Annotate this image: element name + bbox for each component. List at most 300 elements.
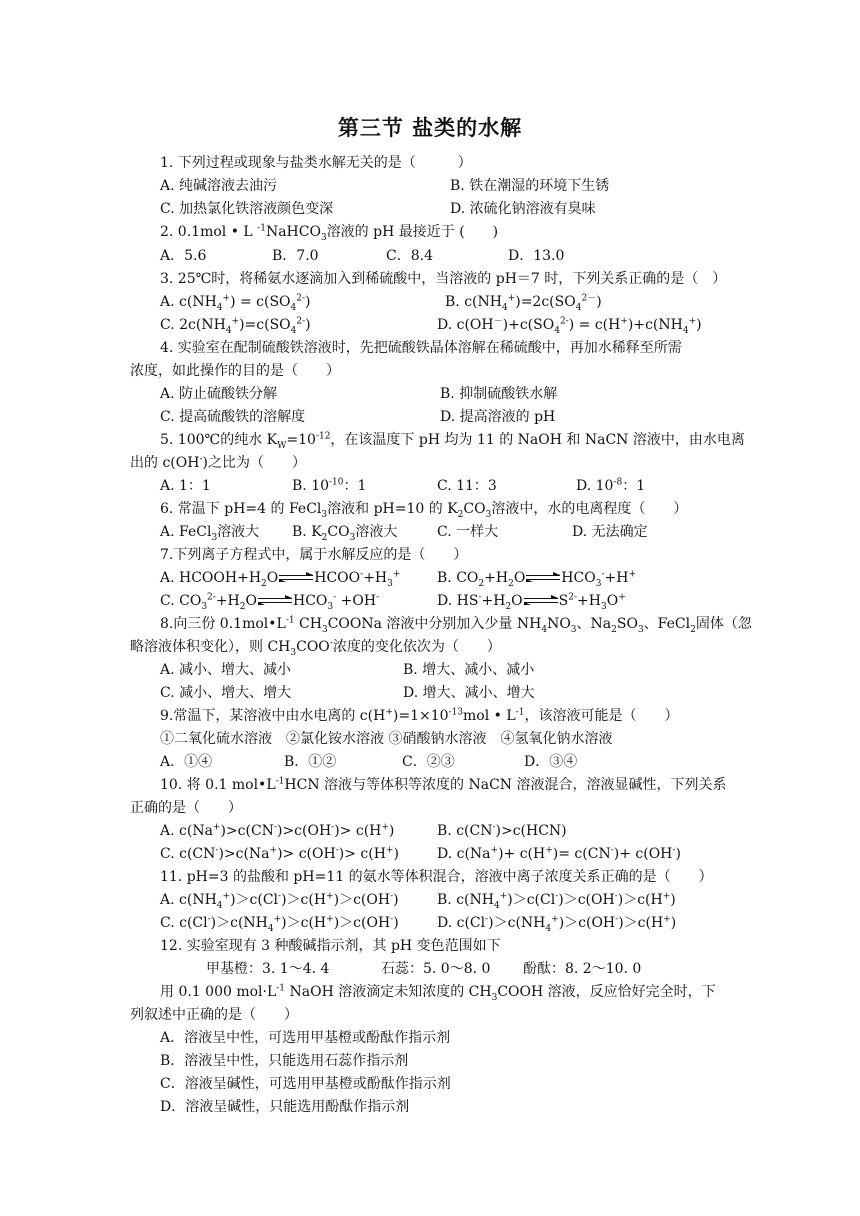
text-run: +H: [363, 570, 388, 586]
text-line: [437, 316, 702, 334]
text-run: =10: [286, 432, 316, 448]
text-line: [437, 569, 636, 587]
superscript: -: [360, 569, 364, 580]
text-line: [292, 523, 397, 541]
text-line: [386, 247, 433, 265]
text-line: [160, 569, 400, 587]
text-line: [160, 983, 716, 1001]
text-run: )>c(CN: [220, 823, 274, 839]
subscript: 4: [216, 900, 223, 911]
text-run: B．7.0: [272, 248, 319, 264]
text-line: [160, 1075, 451, 1093]
superscript: +: [222, 891, 231, 902]
text-line: [445, 293, 602, 311]
text-line: [160, 661, 291, 679]
text-line: [440, 408, 555, 426]
text-line: [160, 316, 311, 334]
text-run: D. 浓硫化钠溶液有臭味: [450, 201, 596, 217]
text-run: D. HS: [437, 593, 479, 609]
text-run: 8.向三份 0.1mol•L: [160, 616, 286, 632]
subscript: 3: [321, 624, 328, 635]
text-run: A. c(Na: [160, 823, 213, 839]
text-run: )＞c(NH: [488, 915, 546, 931]
subscript: 2: [690, 624, 696, 635]
text-run: CH: [294, 616, 322, 632]
text-line: [160, 200, 333, 218]
text-line: [284, 753, 336, 771]
text-run: A. c(NH: [160, 892, 217, 908]
text-run: 2. 0.1mol • L: [160, 224, 258, 240]
text-run: 4. 实验室在配制硫酸铁溶液时，先把硫酸铁晶体溶解在稀硫酸中，再加水稀释至所需: [160, 340, 682, 356]
text-line: [160, 822, 394, 840]
superscript: -1: [515, 707, 525, 718]
page-title: 第三节 盐类的水解: [337, 116, 523, 140]
text-line: [437, 822, 567, 840]
superscript: +: [628, 569, 636, 580]
superscript: -: [278, 891, 282, 902]
subscript: 3: [201, 601, 208, 612]
equilibrium-arrow-icon: [279, 573, 313, 583]
text-run: CO: [327, 524, 350, 540]
superscript: -: [331, 822, 335, 833]
text-run: A. HCOOH+H: [160, 570, 262, 586]
text-run: COO: [296, 639, 330, 655]
text-line: [160, 684, 291, 702]
text-run: )+ c(OH: [613, 846, 673, 862]
text-line: [437, 914, 676, 932]
superscript: -1: [257, 223, 266, 234]
text-run: ): [696, 317, 702, 333]
equilibrium-arrow-icon: [524, 596, 558, 606]
subscript: 4: [290, 325, 297, 336]
text-line: [160, 868, 713, 886]
subscript: 3: [211, 532, 218, 543]
text-run: HCO: [293, 593, 328, 609]
text-run: )=c(SO: [239, 317, 291, 333]
text-run: 11. pH=3 的盐酸和 pH=11 的氨水等体积混合，溶液中离子浓度关系正确的是（ ）: [160, 869, 713, 885]
text-run: D. 提高溶液的 pH: [440, 409, 556, 425]
subscript: 3: [570, 624, 577, 635]
text-run: 10. 将 0.1 mol•L: [160, 777, 276, 793]
text-run: )＞c(OH: [558, 915, 616, 931]
text-line: [160, 270, 726, 288]
text-run: B. c(NH: [437, 892, 494, 908]
text-run: A. 1：1: [160, 478, 211, 494]
text-run: C．②③: [402, 754, 455, 770]
superscript: -: [199, 454, 203, 465]
superscript: +: [507, 293, 516, 304]
text-run: +H: [604, 570, 629, 586]
text-run: C. 减小、增大、增大: [160, 685, 292, 701]
text-run: B. 铁在潮湿的环境下生锈: [450, 178, 610, 194]
superscript: -12: [315, 431, 331, 442]
equilibrium-arrow-icon: [526, 573, 560, 583]
subscript: 2: [457, 509, 464, 520]
text-line: [160, 707, 678, 725]
text-run: +H: [481, 593, 506, 609]
text-run: 用 0.1 000 mol·L: [160, 984, 277, 1000]
text-run: 3. 25℃时，将稀氨水逐滴加入到稀硫酸中，当溶液的 pH＝7 时，下列关系正确的是（ ）: [160, 271, 727, 287]
text-run: 、Na: [576, 616, 612, 632]
text-run: ：1: [622, 478, 646, 494]
subscript: 3: [290, 647, 297, 658]
text-run: D. c(Na: [437, 846, 491, 862]
text-run: C．8.4: [386, 248, 433, 264]
subscript: 4: [216, 302, 223, 313]
subscript: 2: [321, 532, 328, 543]
text-run: D. c(OH: [437, 317, 494, 333]
text-run: ，该溶液可能是（ ）: [524, 708, 679, 724]
superscript: +: [499, 891, 508, 902]
text-run: ): [388, 823, 395, 839]
text-line: [160, 776, 727, 794]
superscript: -: [390, 891, 394, 902]
text-line: [450, 177, 609, 195]
superscript: +: [381, 822, 389, 833]
subscript: 3: [637, 624, 644, 635]
superscript: +: [222, 293, 231, 304]
text-run: A. 纯碱溶液去油污: [160, 178, 278, 194]
text-run: )＞c(H: [281, 892, 327, 908]
text-run: B. 10: [292, 478, 330, 494]
text-line: [572, 523, 648, 541]
subscript: 2: [261, 578, 267, 589]
text-run: ): [675, 846, 681, 862]
text-run: 石蕊：5. 0～8. 0: [381, 961, 491, 977]
text-run: A. 防止硫酸铁分解: [160, 386, 278, 402]
text-run: ，在该温度下 pH 均为 11 的 NaOH 和 NaCN 溶液中，由水电离: [330, 432, 745, 448]
text-line: [403, 684, 535, 702]
subscript: 2: [478, 578, 485, 589]
text-run: +H: [215, 593, 240, 609]
text-run: A．5.6: [160, 248, 207, 264]
text-line: [130, 638, 501, 656]
text-line: [160, 339, 682, 357]
superscript: -10: [329, 477, 344, 488]
superscript: +: [231, 316, 240, 327]
superscript: -: [207, 914, 211, 925]
subscript: 4: [682, 325, 689, 336]
superscript: -: [601, 569, 605, 580]
text-run: 溶液大: [355, 524, 398, 540]
subscript: 4: [541, 624, 548, 635]
text-run: B. 抑制硫酸铁水解: [440, 386, 558, 402]
text-run: CO: [463, 501, 486, 517]
text-run: )> c(H: [334, 823, 382, 839]
text-run: O: [511, 593, 523, 609]
superscript: +: [620, 316, 628, 327]
subscript: 3: [321, 509, 328, 520]
text-run: ): [393, 915, 399, 931]
text-run: )＞c(H: [617, 892, 663, 908]
text-line: [160, 937, 501, 955]
text-run: 略溶液体积变化），则 CH: [130, 639, 291, 655]
text-run: 固体（忽: [695, 616, 752, 632]
superscript: +: [688, 316, 697, 327]
superscript: -: [555, 891, 559, 902]
text-run: O: [266, 570, 279, 586]
text-run: +H: [577, 593, 601, 609]
superscript: 2－: [581, 293, 597, 304]
text-line: [160, 408, 305, 426]
text-line: [160, 546, 467, 564]
superscript: -: [610, 845, 614, 856]
text-run: )＞c(H: [281, 915, 327, 931]
text-line: [440, 385, 557, 403]
subscript: 3: [595, 578, 602, 589]
text-line: [130, 1006, 298, 1024]
text-run: C. 一样大: [437, 524, 499, 540]
text-run: O: [245, 593, 257, 609]
subscript: 4: [290, 302, 297, 313]
text-run: SO: [616, 616, 638, 632]
text-run: NO: [547, 616, 571, 632]
text-line: [437, 592, 626, 610]
superscript: 2-: [296, 316, 306, 327]
text-run: C. CO: [160, 593, 202, 609]
superscript: -: [390, 914, 394, 925]
text-run: D. 增大、减小、增大: [403, 685, 535, 701]
text-line: [402, 753, 455, 771]
text-line: [160, 615, 752, 633]
text-run: )=1×10: [392, 708, 449, 724]
text-line: [437, 845, 681, 863]
text-run: )＞c(Cl: [507, 892, 556, 908]
text-run: 溶液大: [217, 524, 260, 540]
text-run: B. CO: [437, 570, 479, 586]
text-run: O: [606, 593, 619, 609]
text-run: 1. 下列过程或现象与盐类水解无关的是（ ）: [160, 155, 472, 171]
text-line: [160, 523, 259, 541]
text-line: [437, 477, 497, 495]
text-run: )=2c(SO: [515, 294, 576, 310]
text-line: [523, 960, 641, 978]
text-run: 溶液和 pH=10 的 K: [327, 501, 458, 517]
text-line: [130, 799, 242, 817]
text-run: )＞c(OH: [333, 892, 391, 908]
text-run: B. 增大、减小、减小: [403, 662, 535, 678]
text-run: A. FeCl: [160, 524, 212, 540]
text-run: B．溶液呈中性，只能选用石蕊作指示剂: [160, 1053, 409, 1069]
text-run: HCO: [561, 570, 596, 586]
text-line: [381, 960, 490, 978]
text-line: [160, 1052, 408, 1070]
text-run: )>c(Na: [218, 846, 270, 862]
text-run: 出的 c(OH: [130, 455, 200, 471]
text-line: [403, 661, 534, 679]
text-line: [576, 477, 645, 495]
text-run: D．溶液呈碱性，只能选用酚酞作指示剂: [160, 1099, 410, 1115]
text-run: 6. 常温下 pH=4 的 FeCl: [160, 501, 322, 517]
text-run: C. 2c(NH: [160, 317, 226, 333]
text-run: 甲基橙：3. 1～4. 4: [206, 961, 330, 977]
superscript: -: [478, 592, 482, 603]
text-run: NaHCO: [265, 224, 321, 240]
superscript: -: [215, 845, 219, 856]
superscript: +: [326, 891, 334, 902]
text-run: D. c(Cl: [437, 915, 486, 931]
text-run: 12. 实验室现有 3 种酸碱指示剂，其 pH 变色范围如下: [160, 938, 501, 954]
superscript: +: [662, 891, 671, 902]
text-run: ): [393, 892, 399, 908]
text-run: 5. 100℃的纯水 K: [160, 432, 278, 448]
text-run: ): [670, 892, 676, 908]
text-line: [160, 891, 399, 909]
text-line: [160, 914, 399, 932]
text-line: [160, 293, 311, 311]
superscript: +: [545, 845, 553, 856]
text-run: 浓度的变化依次为（ ）: [332, 639, 501, 655]
text-run: )之比为（ ）: [202, 455, 306, 471]
subscript: 2: [239, 601, 246, 612]
superscript: -1: [276, 983, 286, 994]
text-line: [160, 1029, 450, 1047]
text-line: [130, 454, 306, 472]
text-run: 列叙述中正确的是（ ）: [130, 1007, 298, 1023]
text-run: C. c(Cl: [160, 915, 208, 931]
superscript: +: [273, 914, 282, 925]
text-run: +H: [484, 570, 509, 586]
subscript: 3: [320, 232, 327, 243]
text-line: [160, 431, 745, 449]
text-line: [160, 477, 211, 495]
text-run: ): [305, 294, 311, 310]
text-run: ：1: [343, 478, 367, 494]
superscript: +: [490, 845, 499, 856]
superscript: －: [493, 316, 503, 327]
text-line: [160, 385, 277, 403]
text-run: ) = c(H: [568, 317, 621, 333]
text-run: ): [670, 915, 677, 931]
text-line: [450, 200, 596, 218]
subscript: 2: [505, 601, 512, 612]
superscript: +: [212, 822, 221, 833]
text-line: [437, 523, 498, 541]
superscript: -: [614, 891, 618, 902]
subscript: 2: [508, 578, 514, 589]
superscript: -: [333, 592, 337, 603]
subscript: 3: [600, 601, 607, 612]
text-line: [206, 960, 329, 978]
subscript: 3: [485, 509, 492, 520]
text-run: ): [596, 294, 602, 310]
text-run: )＞c(H: [618, 915, 664, 931]
text-line: [524, 753, 577, 771]
subscript: 3: [349, 532, 356, 543]
superscript: -: [273, 822, 277, 833]
text-run: A．①④: [160, 754, 213, 770]
superscript: 2-: [559, 316, 569, 327]
text-run: COONa 溶液中分别加入少量 NH: [327, 616, 542, 632]
text-run: 9.常温下，某溶液中由水电离的 c(H: [160, 708, 386, 724]
text-line: [272, 247, 319, 265]
superscript: -: [492, 822, 496, 833]
text-run: 正确的是（ ）: [130, 800, 242, 816]
superscript: +: [326, 914, 334, 925]
text-run: A. c(NH: [160, 294, 217, 310]
text-run: S: [558, 593, 569, 609]
text-line: [160, 845, 399, 863]
text-run: B. c(NH: [445, 294, 502, 310]
superscript: -13: [448, 707, 464, 718]
text-run: B．①②: [284, 754, 337, 770]
text-run: 、FeCl: [643, 616, 691, 632]
superscript: -1: [275, 776, 285, 787]
text-run: )> c(OH: [277, 846, 336, 862]
text-line: [160, 730, 612, 748]
text-run: A. 减小、增大、减小: [160, 662, 292, 678]
text-run: 酚酞：8. 2～10. 0: [523, 961, 642, 977]
text-run: )+ c(H: [498, 846, 546, 862]
superscript: +: [551, 914, 559, 925]
text-line: [160, 753, 212, 771]
superscript: -: [615, 914, 619, 925]
superscript: +: [385, 707, 393, 718]
text-run: ①二氧化硫水溶液 ②氯化铵水溶液 ③硝酸钠水溶液 ④氢氧化钠水溶液: [160, 731, 613, 747]
text-run: )>c(HCN): [495, 823, 567, 839]
subscript: 4: [501, 302, 508, 313]
text-run: +OH: [336, 593, 377, 609]
text-run: )+c(SO: [502, 317, 555, 333]
equilibrium-arrow-icon: [258, 596, 292, 606]
superscript: -1: [285, 615, 295, 626]
text-run: ): [305, 317, 311, 333]
text-run: C. 加热氯化铁溶液颜色变深: [160, 201, 334, 217]
subscript: 4: [545, 923, 552, 934]
text-run: )＞c(OH: [558, 892, 615, 908]
text-run: O: [513, 570, 526, 586]
text-run: 7.下列离子方程式中，属于水解反应的是（ ）: [160, 547, 468, 563]
text-run: mol • L: [463, 708, 516, 724]
text-line: [160, 592, 379, 610]
text-line: [160, 500, 687, 518]
text-run: C. 11：3: [437, 478, 497, 494]
subscript: 4: [554, 325, 560, 336]
text-run: )＞c(NH: [210, 915, 268, 931]
subscript: 4: [225, 325, 232, 336]
superscript: -: [485, 914, 489, 925]
text-line: [160, 1098, 409, 1116]
superscript: 2-: [568, 592, 578, 603]
text-run: B. K: [292, 524, 322, 540]
text-run: )> c(H: [338, 846, 386, 862]
superscript: -: [376, 592, 380, 603]
text-run: C. 提高硫酸铁的溶解度: [160, 409, 306, 425]
text-run: )+c(NH: [627, 317, 683, 333]
superscript: -: [672, 845, 676, 856]
text-line: [130, 362, 340, 380]
superscript: +: [269, 845, 278, 856]
text-run: A．溶液呈中性，可选用甲基橙或酚酞作指示剂: [160, 1030, 451, 1046]
text-run: 溶液的 pH 最接近于 ( ): [326, 224, 499, 240]
text-run: ) = c(SO: [230, 294, 291, 310]
text-run: HCOO: [314, 570, 361, 586]
text-run: )＞c(OH: [333, 915, 391, 931]
text-run: ): [393, 846, 399, 862]
text-run: B. c(CN: [437, 823, 493, 839]
superscript: 2-: [296, 293, 306, 304]
text-run: 浓度，如此操作的目的是（ ）: [130, 363, 340, 379]
text-run: D．③④: [524, 754, 578, 770]
superscript: +: [392, 569, 401, 580]
text-run: HCN 溶液与等体积等浓度的 NaCN 溶液混合，溶液显碱性，下列关系: [284, 777, 727, 793]
subscript: 3: [327, 601, 334, 612]
superscript: -: [335, 845, 339, 856]
text-line: [292, 477, 366, 495]
subscript: 3: [491, 992, 498, 1003]
text-run: D. 无法确定: [572, 524, 648, 540]
text-line: [508, 247, 564, 265]
